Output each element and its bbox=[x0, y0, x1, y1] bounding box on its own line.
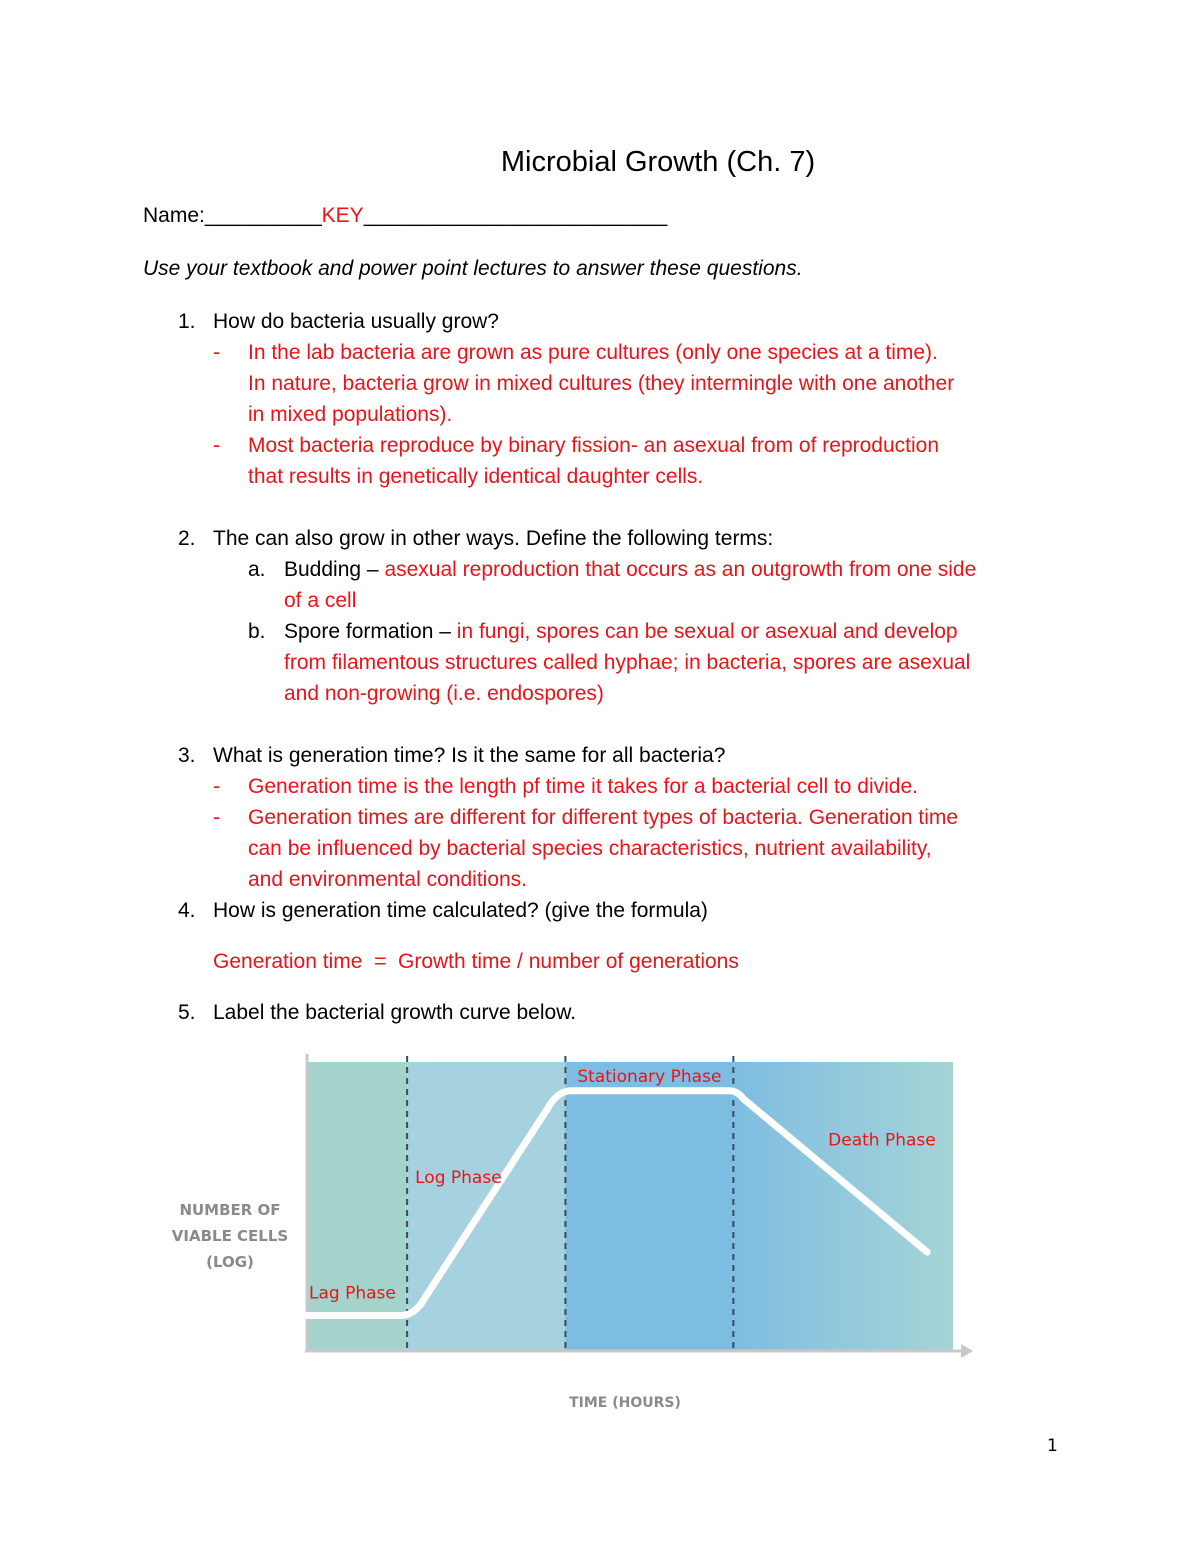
q1-answer-1-line-2: In nature, bacteria grow in mixed cultures (they intermingle with one another bbox=[248, 372, 955, 395]
q4-formula: Generation time = Growth time / number of generations bbox=[213, 950, 739, 973]
q2b-term: Spore formation bbox=[284, 620, 434, 643]
q1-answer-2-line-2: that results in genetically identical daughter cells. bbox=[248, 465, 704, 488]
q2b-answer-1: in fungi, spores can be sexual or asexual and develop bbox=[456, 620, 958, 643]
q1-answer-1-line-3: in mixed populations). bbox=[248, 403, 453, 426]
q3-answer-2-line-3: and environmental conditions. bbox=[248, 868, 528, 891]
q3-answer-1-dash: - bbox=[213, 775, 220, 798]
name-label: Name: bbox=[143, 204, 205, 227]
name-value: KEY bbox=[321, 204, 364, 227]
q3-number: 3. bbox=[178, 744, 196, 767]
phase-region-lag bbox=[307, 1062, 407, 1350]
q2-number: 2. bbox=[178, 527, 196, 550]
q2a-answer-1: asexual reproduction that occurs as an outgrowth from one side bbox=[384, 558, 977, 581]
q2a-term: Budding bbox=[284, 558, 362, 581]
phase-label-lag: Lag Phase bbox=[309, 1283, 396, 1304]
q3-answer-1-line-1: Generation time is the length pf time it takes for a bacterial cell to divide. bbox=[248, 775, 919, 798]
y-axis-title-line-3: (LOG) bbox=[206, 1253, 254, 1271]
q1-number: 1. bbox=[178, 310, 196, 333]
q2a-letter: a. bbox=[248, 558, 266, 581]
q3-text: What is generation time? Is it the same for all bacteria? bbox=[213, 744, 726, 767]
q1-answer-2-dash: - bbox=[213, 434, 220, 457]
q2b-answer-2: from filamentous structures called hyphae; in bacteria, spores are asexual bbox=[284, 651, 971, 674]
q1-answer-2-line-1: Most bacteria reproduce by binary fission- an asexual from of reproduction bbox=[248, 434, 940, 457]
phase-label-stationary: Stationary Phase bbox=[577, 1067, 722, 1087]
page-number: 1 bbox=[1047, 1436, 1058, 1456]
phase-label-log: Log Phase bbox=[415, 1167, 502, 1188]
q2a-line-1 bbox=[284, 558, 976, 582]
phase-label-death: Death Phase bbox=[828, 1130, 936, 1151]
q2a-sep: – bbox=[361, 558, 385, 581]
q2a-answer-2: of a cell bbox=[284, 589, 357, 612]
q2b-letter: b. bbox=[248, 620, 266, 643]
y-axis-title-line-1: NUMBER OF bbox=[179, 1201, 281, 1219]
plot-background bbox=[307, 1062, 953, 1350]
x-axis-title: TIME (HOURS) bbox=[569, 1395, 681, 1411]
q1-answer-1-line-1: In the lab bacteria are grown as pure cultures (only one species at a time). bbox=[248, 341, 938, 364]
q1-answer-1-dash: - bbox=[213, 341, 220, 364]
instructions: Use your textbook and power point lectures to answer these questions. bbox=[143, 257, 803, 280]
name-line bbox=[143, 204, 667, 228]
y-axis-title-line-2: VIABLE CELLS bbox=[171, 1227, 289, 1245]
q1-text: How do bacteria usually grow? bbox=[213, 310, 499, 333]
q3-answer-2-line-2: can be influenced by bacterial species characteristics, nutrient availability, bbox=[248, 837, 932, 860]
name-blank-after: __________________________ bbox=[363, 204, 668, 227]
phase-region-death bbox=[733, 1062, 953, 1350]
page-title: Microbial Growth (Ch. 7) bbox=[500, 146, 816, 178]
q4-text: How is generation time calculated? (give the formula) bbox=[213, 899, 708, 922]
x-axis-arrow bbox=[961, 1344, 973, 1358]
q2b-line-1 bbox=[284, 620, 958, 644]
q2b-sep: – bbox=[433, 620, 457, 643]
name-blank-before: __________ bbox=[204, 204, 322, 227]
q2b-answer-3: and non-growing (i.e. endospores) bbox=[284, 682, 604, 705]
q3-answer-2-line-1: Generation times are different for different types of bacteria. Generation time bbox=[248, 806, 959, 829]
phase-region-stationary bbox=[565, 1062, 733, 1350]
q3-answer-2-dash: - bbox=[213, 806, 220, 829]
q5-text: Label the bacterial growth curve below. bbox=[213, 1001, 577, 1024]
q2-text: The can also grow in other ways. Define the following terms: bbox=[213, 527, 774, 550]
q4-number: 4. bbox=[178, 899, 196, 922]
q5-number: 5. bbox=[178, 1001, 196, 1024]
growth-curve-chart bbox=[160, 1040, 1040, 1430]
